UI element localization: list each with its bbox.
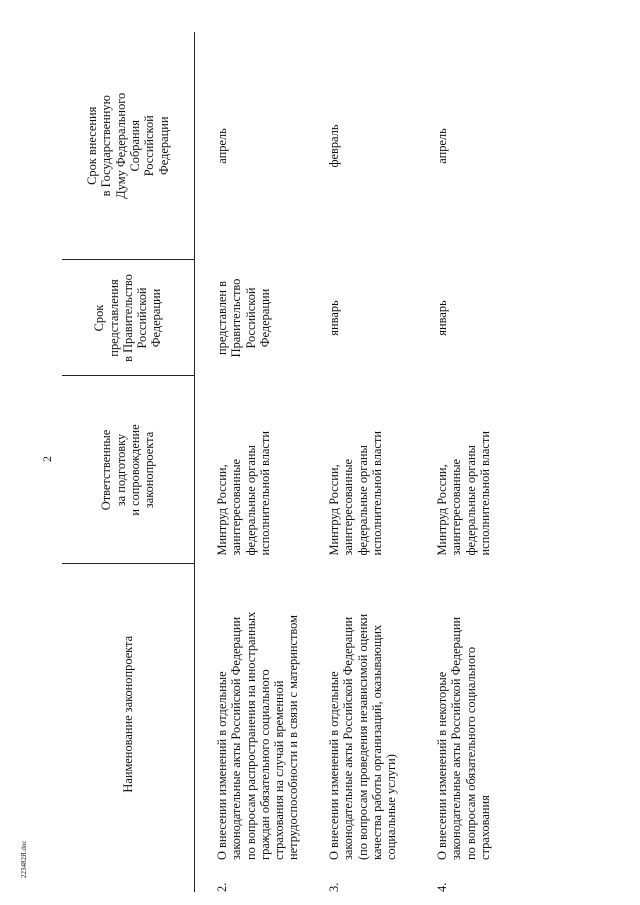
gov-deadline: январь <box>435 300 449 336</box>
header-gov-deadline: Срок представления в Правительство Российской Федерации <box>62 260 195 376</box>
rotated-page-content <box>40 32 600 892</box>
row-number: 4. <box>435 882 449 892</box>
duma-deadline: февраль <box>327 124 341 168</box>
gov-deadline: представлен в Правительство Российской Федерации <box>215 278 272 358</box>
table-row <box>315 32 423 892</box>
responsible-bodies: Минтруд России, заинтересованные федеральные органы исполнительной власти <box>327 431 384 556</box>
table-header-row <box>62 32 195 892</box>
responsible-bodies: Минтруд России, заинтересованные федеральные органы исполнительной власти <box>435 431 492 556</box>
duma-deadline: апрель <box>435 128 449 164</box>
row-number: 3. <box>327 882 341 892</box>
bill-title: О внесении изменений в некоторые законодательные акты Российской Федерации по вопросам обязательного социального страхования <box>435 616 492 860</box>
bill-title: О внесении изменений в отдельные законодательные акты Российской Федерации по вопросам распространения на иностранных граждан обязательного социального страхования на случай временной нетрудоспособности и в связи с материнством <box>215 611 301 860</box>
table-row <box>423 32 555 892</box>
bills-table <box>62 32 555 892</box>
page-number: 2 <box>40 456 54 462</box>
header-responsible: Ответственные за подготовку и сопровождение законопроекта <box>62 376 195 564</box>
duma-deadline: апрель <box>215 128 229 164</box>
table-row <box>195 32 316 892</box>
document-code: 223482Я.doc <box>20 840 28 878</box>
gov-deadline: январь <box>327 300 341 336</box>
header-title: Наименование законопроекта <box>62 564 195 864</box>
bill-title: О внесении изменений в отдельные законодательные акты Российской Федерации (по вопросам проведения независимой оценки качества работы организаций, оказывающих социальные услуги) <box>327 613 399 860</box>
row-number: 2. <box>215 882 229 892</box>
responsible-bodies: Минтруд России, заинтересованные федеральные органы исполнительной власти <box>215 431 272 556</box>
header-number <box>62 864 195 892</box>
header-duma-deadline: Срок внесения в Государственную Думу Федерального Собрания Российской Федерации <box>62 32 195 260</box>
